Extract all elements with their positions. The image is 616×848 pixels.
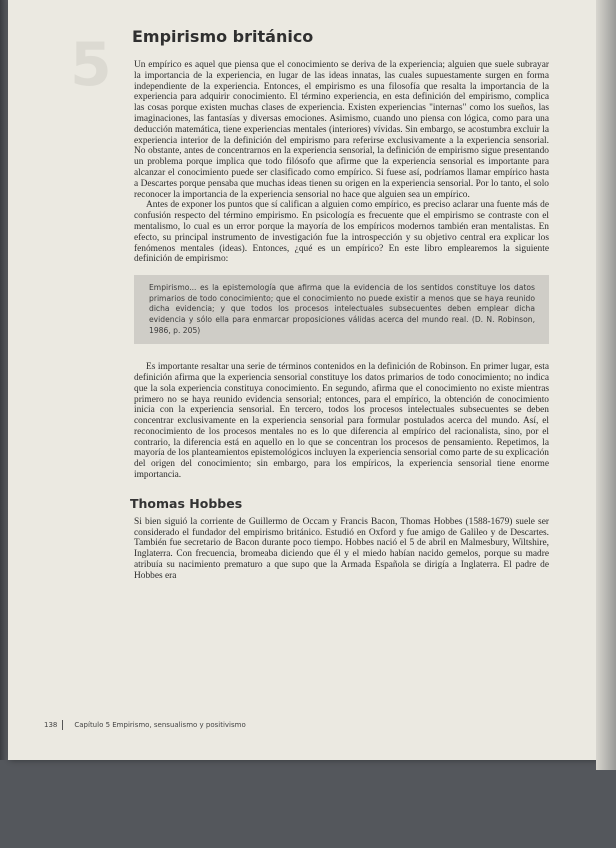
page-number: 138	[44, 721, 58, 729]
subsection-title: Thomas Hobbes	[130, 495, 243, 511]
paragraph-1: Un empírico es aquel que piensa que el conocimiento se deriva de la experiencia; alguien que suele subrayar la importancia de la experiencia, en lugar de las ideas innatas, las cuales supuestamente surgen en forma independiente de la experiencia. Entonces, el empirismo es una filosofía que resalta la importancia de la experiencia para adquirir conocimiento. El término experiencia, en esta definición del empirismo, complica las cosas porque existen muchas clases de experiencia. Existen experiencias "internas" como los sueños, las imaginaciones, las fantasías y diversas emociones. Asimismo, cuando uno piensa con lógica, como para una deducción matemática, tiene experiencias mentales (interiores) vívidas. Sin embargo, se acostumbra excluir la experiencia interior de la definición del empirismo para referirse exclusivamente a la experiencia sensorial. No obstante, antes de concentrarnos en la experiencia sensorial, la definición de empirismo sigue presentando un problema porque implica que todo filósofo que afirme que la experiencia sensorial es importante para alcanzar el conocimiento puede ser clasificado como empírico. Si fuese así, podríamos llamar empírico hasta a Descartes porque pensaba que muchas ideas tienen su origen en la experiencia sensorial. Por lo tanto, el solo reconocer la importancia de la experiencia sensorial no hace que alguien sea un empírico.	[134, 60, 549, 200]
section-title: Empirismo británico	[132, 27, 314, 46]
page-content	[122, 22, 549, 582]
book-page	[8, 0, 596, 760]
chapter-number-watermark: 5	[70, 30, 112, 100]
page-footer	[44, 720, 246, 730]
running-footer-title: Capítulo 5 Empirismo, sensualismo y positivismo	[74, 721, 246, 729]
paragraph-3: Es importante resaltar una serie de términos contenidos en la definición de Robinson. En primer lugar, esta definición afirma que la experiencia sensorial constituye los datos primarios de todo conocimiento; no indica que la sola experiencia constituya conocimiento. En segundo, afirma que el conocimiento no existe mientras primero no se haya reunido evidencia sensorial; entonces, para el empírico, la obtención de conocimiento inicia con la experiencia sensorial. En tercero, todos los procesos intelectuales subsecuentes se deben concentrar exclusivamente en la experiencia sensorial para formular postulados acerca del mundo. Así, el reconocimiento de los procesos mentales no es lo que diferencia al empírico del racionalista, sino, por el contrario, la diferencia está en aquello en lo que se concentran los procesos de pensamiento. Repetimos, la mayoría de los planteamientos epistemológicos incluyen la experiencia sensorial como parte de su explicación del origen del conocimiento; sin embargo, para los empíricos, la experiencia sensorial tiene enorme importancia.	[134, 362, 549, 481]
paragraph-2: Antes de exponer los puntos que sí califican a alguien como empírico, es preciso aclarar una fuente más de confusión respecto del término empirismo. En psicología es frecuente que el empirismo se contraste con el mentalismo, lo cual es un error porque la mayoría de los empíricos modernos también eran mentalistas. En efecto, su principal instrumento de investigación fue la introspección y su objetivo central era explicar los fenómenos mentales (ideas). Entonces, ¿qué es un empírico? En este libro emplearemos la siguiente definición de empirismo:	[134, 200, 549, 265]
definition-quote: Empirismo... es la epistemología que afirma que la evidencia de los sentidos constituye los datos primarios de todo conocimiento; que el conocimiento no puede existir a menos que se haya reunido dicha evidencia; y que todos los procesos intelectuales subsecuentes deben emplear dicha evidencia y sólo ella para enmarcar proposiciones válidas acerca del mundo real. (D. N. Robinson, 1986, p. 205)	[134, 275, 549, 344]
paragraph-4: Si bien siguió la corriente de Guillermo de Occam y Francis Bacon, Thomas Hobbes (1588-1679) suele ser considerado el fundador del empirismo británico. Estudió en Oxford y fue amigo de Galileo y de Descartes. También fue secretario de Bacon durante poco tiempo. Hobbes nació el 5 de abril en Malmesbury, Wiltshire, Inglaterra. Con frecuencia, bromeaba diciendo que él y el miedo habían nacido gemelos, porque su madre atribuía su nacimiento prematuro a que supo que la Armada Española se dirigía a Inglaterra. El padre de Hobbes era	[134, 516, 549, 581]
page-edge	[596, 0, 616, 770]
footer-divider	[62, 720, 63, 730]
